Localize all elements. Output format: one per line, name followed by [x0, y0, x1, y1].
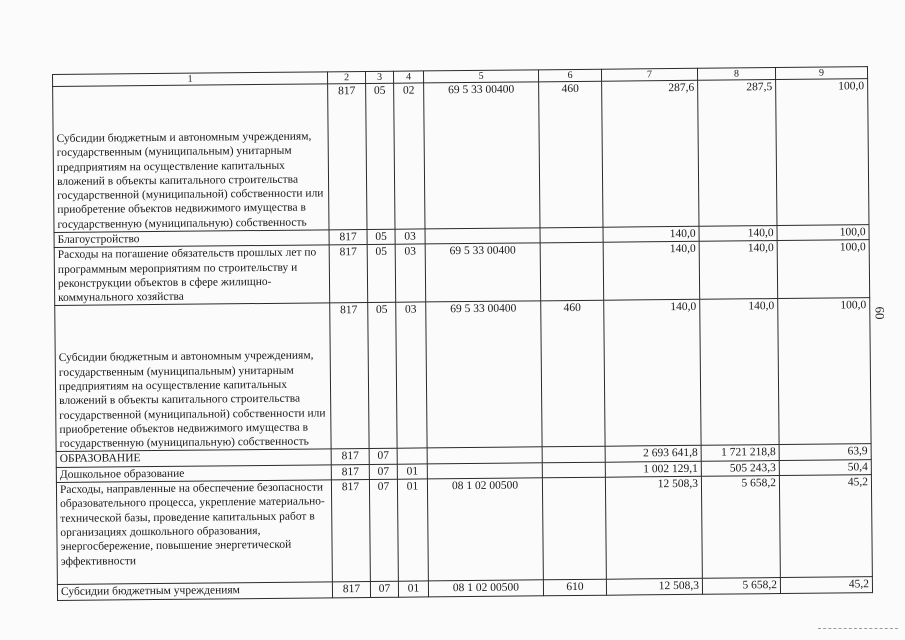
row-code: 817 [331, 480, 370, 582]
col-header-6: 6 [538, 69, 601, 82]
row-code: 817 [328, 83, 367, 229]
row-code: 817 [331, 449, 369, 465]
row-name: Дошкольное образование [56, 465, 331, 483]
row-actual: 1 721 218,8 [701, 445, 779, 461]
row-actual: 287,5 [698, 80, 777, 227]
row-actual: 5 658,2 [701, 476, 780, 579]
col-header-4: 4 [393, 71, 423, 83]
row-percent: 45,2 [779, 475, 872, 578]
row-name: Расходы на погашение обязательств прошлых лет по программным мероприятиям по строительству и реконструкции объектов в сфере жилищно-коммунального хозяйства [54, 245, 330, 306]
row-subsection: 03 [395, 229, 425, 245]
row-target: 08 1 02 00500 [427, 478, 543, 581]
row-actual: 140,0 [699, 241, 778, 300]
table-row [54, 240, 870, 306]
row-target: 69 5 33 00400 [424, 82, 540, 229]
row-subsection [397, 448, 427, 464]
row-plan: 2 693 641,8 [605, 446, 701, 462]
row-target: 69 5 33 00400 [426, 301, 542, 448]
row-plan: 140,0 [603, 242, 700, 301]
row-subsection: 02 [394, 83, 425, 229]
row-type: 460 [541, 301, 605, 448]
row-section: 05 [367, 229, 395, 245]
col-header-1: 1 [53, 72, 328, 87]
row-section: 05 [367, 245, 396, 303]
row-name: ОБРАЗОВАНИЕ [56, 449, 331, 467]
row-percent: 100,0 [778, 298, 871, 445]
scan-edge-marks [818, 626, 898, 629]
row-plan: 12 508,3 [605, 476, 702, 579]
row-type: 610 [543, 579, 606, 596]
row-name: Субсидии бюджетным учреждениям [57, 582, 332, 601]
row-plan: 140,0 [603, 226, 699, 242]
row-type [542, 477, 606, 580]
row-target [427, 447, 542, 463]
row-actual: 140,0 [700, 299, 779, 446]
budget-table-sheet [52, 66, 872, 634]
row-subsection: 01 [398, 581, 428, 597]
row-percent: 100,0 [777, 240, 870, 299]
row-plan: 1 002 129,1 [605, 461, 701, 477]
row-target [427, 463, 542, 479]
row-target [425, 228, 540, 244]
row-code: 817 [331, 464, 369, 480]
row-section: 07 [370, 581, 398, 597]
row-code: 817 [329, 229, 367, 245]
row-subsection: 01 [397, 464, 427, 480]
row-type [542, 462, 605, 478]
col-header-2: 2 [327, 71, 365, 83]
row-type [540, 243, 604, 302]
page-number: 60 [872, 306, 888, 320]
row-section: 05 [366, 83, 395, 229]
row-plan: 12 508,3 [606, 578, 702, 595]
row-subsection: 03 [395, 244, 426, 302]
row-section: 05 [368, 303, 397, 449]
col-header-8: 8 [697, 68, 775, 81]
col-header-9: 9 [775, 67, 867, 80]
row-target: 08 1 02 00500 [428, 580, 543, 597]
row-code: 817 [332, 582, 370, 598]
row-plan: 140,0 [604, 300, 701, 447]
row-target: 69 5 33 00400 [425, 243, 541, 302]
row-subsection: 01 [397, 479, 428, 581]
row-actual: 140,0 [699, 226, 777, 242]
row-name: Субсидии бюджетным и автономным учреждениям, государственным (муниципальным) унитарным предприятиям на осуществление капитальных вложений в объекты капитального строительства государственной (муниципальной) собственности или приобретение объектов недвижимого имущества в государственную (муниципальную) собственность [53, 84, 329, 233]
row-percent: 63,9 [779, 444, 871, 460]
row-type [540, 227, 603, 243]
row-section: 07 [369, 449, 397, 465]
budget-table [52, 66, 873, 601]
row-name: Расходы, направленные на обеспечение безопасности образовательного процесса, укрепление материально-технической базы, проведение капитальных работ в организациях дошкольного образования, энергосбережение, повышение энергетической эффективности [56, 480, 332, 585]
row-percent: 50,4 [779, 459, 871, 475]
row-actual: 505 243,3 [701, 460, 779, 476]
row-code: 817 [330, 303, 369, 449]
row-name: Благоустройство [54, 230, 329, 248]
row-type [542, 447, 605, 463]
col-header-7: 7 [601, 68, 697, 81]
row-percent: 100,0 [776, 79, 869, 226]
row-section: 07 [369, 479, 398, 581]
table-row [53, 79, 869, 233]
row-type: 460 [539, 81, 603, 228]
col-header-5: 5 [423, 70, 538, 83]
row-code: 817 [329, 245, 368, 304]
table-row [56, 475, 872, 585]
row-percent: 100,0 [777, 225, 869, 241]
col-header-3: 3 [365, 71, 393, 83]
row-subsection: 03 [396, 302, 427, 448]
row-section: 07 [369, 464, 397, 480]
row-name: Субсидии бюджетным и автономным учреждениям, государственным (муниципальным) унитарным предприятиям на осуществление капитальных вложений в объекты капитального строительства государственной (муниципальной) собственности или приобретение объектов недвижимого имущества в государственную (муниципальную) собственность [55, 303, 331, 452]
row-percent: 45,2 [780, 577, 872, 594]
table-row [55, 298, 871, 452]
row-actual: 5 658,2 [702, 578, 780, 595]
row-plan: 287,6 [602, 80, 699, 227]
